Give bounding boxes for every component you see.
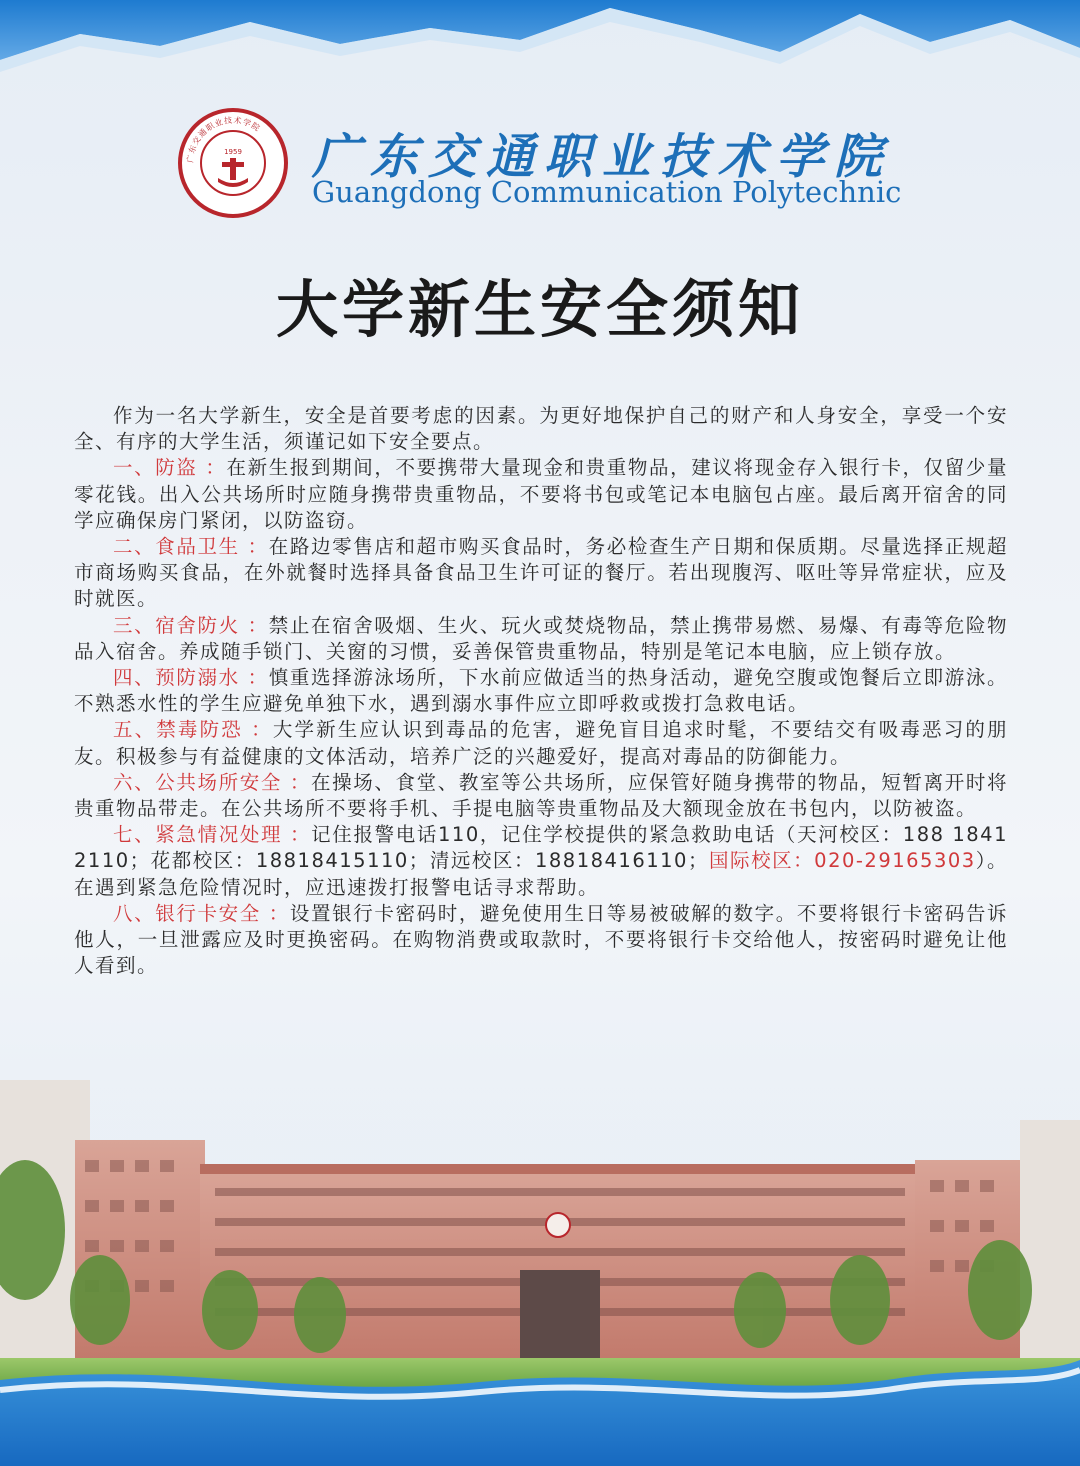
seal-ring-text: 广东交通职业技术学院 [185, 115, 263, 164]
page-title: 大学新生安全须知 [275, 273, 804, 346]
section-text: 在路边零售店和超市购买食品时，务必检查生产日期和保质期。尽量选择正规超市商场购买食品，在外就餐时选择具备食品卫生许可证的餐厅。若出现腹泻、呕吐等异常症状，应及时就医。 [74, 535, 1008, 611]
section-1 [74, 455, 1008, 534]
school-name-en: Guangdong Communication Polytechnic [312, 175, 902, 209]
section-heading: 三、宿舍防火 ： [113, 613, 269, 637]
section-4 [74, 665, 1008, 717]
section-text: 在新生报到期间，不要携带大量现金和贵重物品，建议将现金存入银行卡，仅留少量零花钱。出入公共场所时应随身携带贵重物品，不要将书包或笔记本电脑包占座。最后离开宿舍的同学应确保房门紧闭，以防盗窃。 [74, 456, 1008, 532]
section-text: 慎重选择游泳场所，下水前应做适当的热身活动，避免空腹或饱餐后立即游泳。不熟悉水性的学生应避免单独下水，遇到溺水事件应立即呼救或拨打急救电话。 [74, 666, 1008, 716]
campus-building-image [0, 1060, 1080, 1466]
school-seal-logo [178, 108, 288, 218]
section-5 [74, 717, 1008, 769]
section-heading: 六、公共场所安全 ： [113, 770, 311, 794]
international-campus-phone: 国际校区：020-29165303 [708, 849, 976, 873]
section-heading: 五、禁毒防恐 ： [113, 718, 273, 742]
notice-body [74, 403, 1008, 979]
section-7 [74, 822, 1008, 901]
section-3 [74, 613, 1008, 665]
section-text-after: ）。在遇到紧急危险情况时，应迅速拨打报警电话寻求帮助。 [74, 849, 1008, 899]
section-8 [74, 901, 1008, 980]
intro-paragraph: 作为一名大学新生，安全是首要考虑的因素。为更好地保护自己的财产和人身安全，享受一个安全、有序的大学生活，须谨记如下安全要点。 [74, 404, 1008, 454]
section-text: 禁止在宿舍吸烟、生火、玩火或焚烧物品，禁止携带易燃、易爆、有毒等危险物品入宿舍。养成随手锁门、关窗的习惯，妥善保管贵重物品，特别是笔记本电脑，应上锁存放。 [74, 613, 1008, 663]
section-heading: 七、紧急情况处理 ： [113, 823, 312, 847]
section-text: 设置银行卡密码时，避免使用生日等易被破解的数字。不要将银行卡密码告诉他人，一旦泄露应及时更换密码。在购物消费或取款时，不要将银行卡交给他人，按密码时避免让他人看到。 [74, 901, 1008, 978]
section-heading: 二、食品卫生 ： [113, 535, 269, 559]
section-2 [74, 534, 1008, 613]
section-heading: 一、防盗 ： [113, 456, 227, 480]
section-heading: 八、银行卡安全 ： [113, 901, 290, 925]
seal-year: 1959 [224, 148, 242, 156]
section-text: 记住报警电话110，记住学校提供的紧急救助电话（天河校区：188 1841 2110；花都校区：18818415110；清远校区：18818416110； [74, 823, 1008, 873]
section-heading: 四、预防溺水 ： [113, 666, 269, 690]
section-text: 在操场、食堂、教室等公共场所，应保管好随身携带的物品，短暂离开时将贵重物品带走。在公共场所不要将手机、手提电脑等贵重物品及大额现金放在书包内，以防被盗。 [74, 770, 1008, 821]
school-name-cn: 广东交通职业技术学院 [312, 129, 893, 185]
section-text: 大学新生应认识到毒品的危害，避免盲目追求时髦，不要结交有吸毒恶习的朋友。积极参与有益健康的文体活动，培养广泛的兴趣爱好，提高对毒品的防御能力。 [74, 718, 1008, 768]
section-6 [74, 770, 1008, 822]
